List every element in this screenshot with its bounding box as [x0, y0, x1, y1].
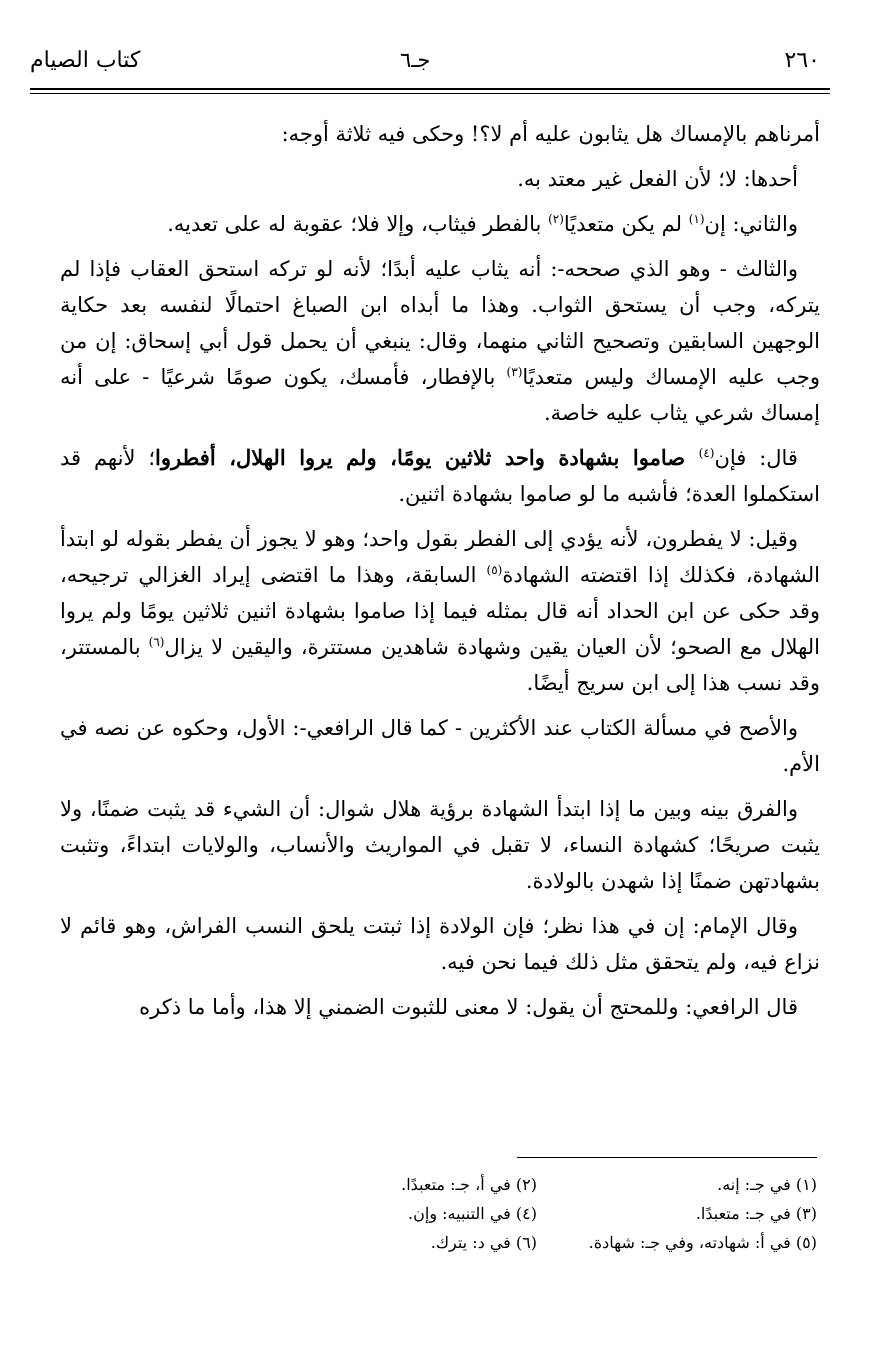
footnote-text: في أ: شهادته، وفي جـ: شهادة. [588, 1233, 791, 1252]
text-segment: والثاني: إن [704, 212, 798, 236]
footnote-row [257, 1228, 817, 1257]
text-segment: والفرق بينه وبين ما إذا ابتدأ الشهادة برؤية هلال شوال: أن الشيء قد يثبت ضمنًا، ولا يثبت صريحًا؛ كشهادة النساء، لا تقبل في المواريث والأنساب، والولايات ابتداءً، وتثبت بشهادتهن ضمنًا إذا شهدن بالولادة. [60, 797, 820, 893]
footnote-text: في د: يترك. [430, 1233, 511, 1252]
paragraph [60, 791, 820, 899]
page-header [30, 44, 820, 84]
footnote-row [257, 1199, 817, 1228]
footnote-item [537, 1170, 817, 1199]
footnote-number: (٦) [515, 1233, 537, 1252]
footnote-number: (١) [795, 1175, 817, 1194]
paragraph [60, 908, 820, 980]
footnote-item [257, 1170, 537, 1199]
text-segment: قال: فإن [714, 446, 798, 470]
footnote-reference: (١) [688, 212, 705, 226]
page-number: ٢٦٠ [784, 48, 820, 73]
footnote-item [537, 1228, 817, 1257]
text-segment: والثالث - وهو الذي صححه-: أنه يثاب عليه أبدًا؛ لأنه لو تركه استحق العقاب فإذا لم يتركه، وجب أن يستحق الثواب. وهذا ما أبداه ابن الصباغ احتمالًا لنفسه بعد حكاية الوجهين السابقين وتصحيح الثاني منهما، وقال: ينبغي أن يحمل قول أبي إسحاق: إن من وجب عليه الإمساك وليس متعديًا [60, 257, 820, 389]
text-segment: ؛ لأنهم قد استكملوا العدة؛ فأشبه ما لو صاموا بشهادة اثنين. [60, 446, 820, 506]
book-title: كتاب الصيام [30, 48, 141, 73]
text-segment: بالمستتر، وقد نسب هذا إلى ابن سريج أيضًا. [60, 635, 820, 695]
header-rule-thick [30, 88, 830, 90]
footnote-reference: (٦) [148, 635, 165, 649]
text-segment: قال الرافعي: وللمحتج أن يقول: لا معنى للثبوت الضمني إلا هذا، وأما ما ذكره [139, 995, 798, 1019]
footnote-text: في أ، جـ: متعبدًا. [401, 1175, 511, 1194]
footnote-separator [517, 1157, 817, 1158]
text-segment: السابقة، وهذا ما اقتضى إيراد الغزالي ترجيحه، وقد حكى عن ابن الحداد أنه قال بمثله فيما إذا صاموا بشهادة اثنين ثلاثين يومًا ولم يروا الهلال مع الصحو؛ لأن العيان يقين وشهادة شاهدين مستترة، واليقين لا يزال [60, 563, 820, 659]
footnote-item [257, 1228, 537, 1257]
footnote-item [257, 1199, 537, 1228]
paragraph [60, 206, 820, 242]
footnote-reference: (٢) [548, 212, 564, 226]
footnotes [257, 1170, 817, 1257]
volume-label: جـ٦ [400, 48, 431, 72]
paragraph [60, 116, 820, 152]
footnote-item [537, 1199, 817, 1228]
footnote-reference: (٥) [486, 563, 503, 577]
footnote-number: (٥) [795, 1233, 817, 1252]
text-segment: أحدها: لا؛ لأن الفعل غير معتد به. [517, 167, 798, 191]
footnote-row [257, 1170, 817, 1199]
paragraph [60, 251, 820, 431]
footnote-number: (٤) [515, 1204, 537, 1223]
text-segment: لم يكن متعديًا [563, 212, 689, 236]
header-rule-thin [30, 93, 830, 94]
text-segment: وقيل: لا يفطرون، لأنه يؤدي إلى الفطر بقول واحد؛ وهو لا يجوز أن يفطر بقوله لو ابتدأ الشهادة، فكذلك إذا اقتضته الشهادة [60, 527, 820, 587]
footnote-text: في جـ: متعبدًا. [695, 1204, 791, 1223]
bold-text-segment: صاموا بشهادة واحد ثلاثين يومًا، ولم يروا الهلال، أفطروا [155, 445, 699, 470]
text-segment: بالإفطار، فأمسك، يكون صومًا شرعيًا - على أنه إمساك شرعي يثاب عليه خاصة. [60, 365, 820, 425]
paragraph [60, 710, 820, 782]
text-segment: والأصح في مسألة الكتاب عند الأكثرين - كما قال الرافعي-: الأول، وحكوه عن نصه في الأم. [60, 716, 820, 776]
paragraph [60, 440, 820, 512]
text-segment: أمرناهم بالإمساك هل يثابون عليه أم لا؟! وحكى فيه ثلاثة أوجه: [281, 122, 820, 146]
footnote-text: في جـ: إنه. [717, 1175, 791, 1194]
text-segment: بالفطر فيثاب، وإلا فلا؛ عقوبة له على تعديه. [167, 212, 549, 236]
paragraph [60, 989, 820, 1025]
text-segment: وقال الإمام: إن في هذا نظر؛ فإن الولادة إذا ثبتت يلحق النسب الفراش، وهو قائم لا نزاع فيه، ولم يتحقق مثل ذلك فيما نحن فيه. [60, 914, 820, 974]
footnote-reference: (٣) [506, 365, 523, 379]
footnote-text: في التنبيه: وإن. [408, 1204, 511, 1223]
footnote-reference: (٤) [698, 446, 715, 460]
body-text [60, 116, 820, 1034]
footnote-number: (٢) [515, 1175, 537, 1194]
footnote-number: (٣) [795, 1204, 817, 1223]
paragraph [60, 521, 820, 701]
paragraph [60, 161, 820, 197]
